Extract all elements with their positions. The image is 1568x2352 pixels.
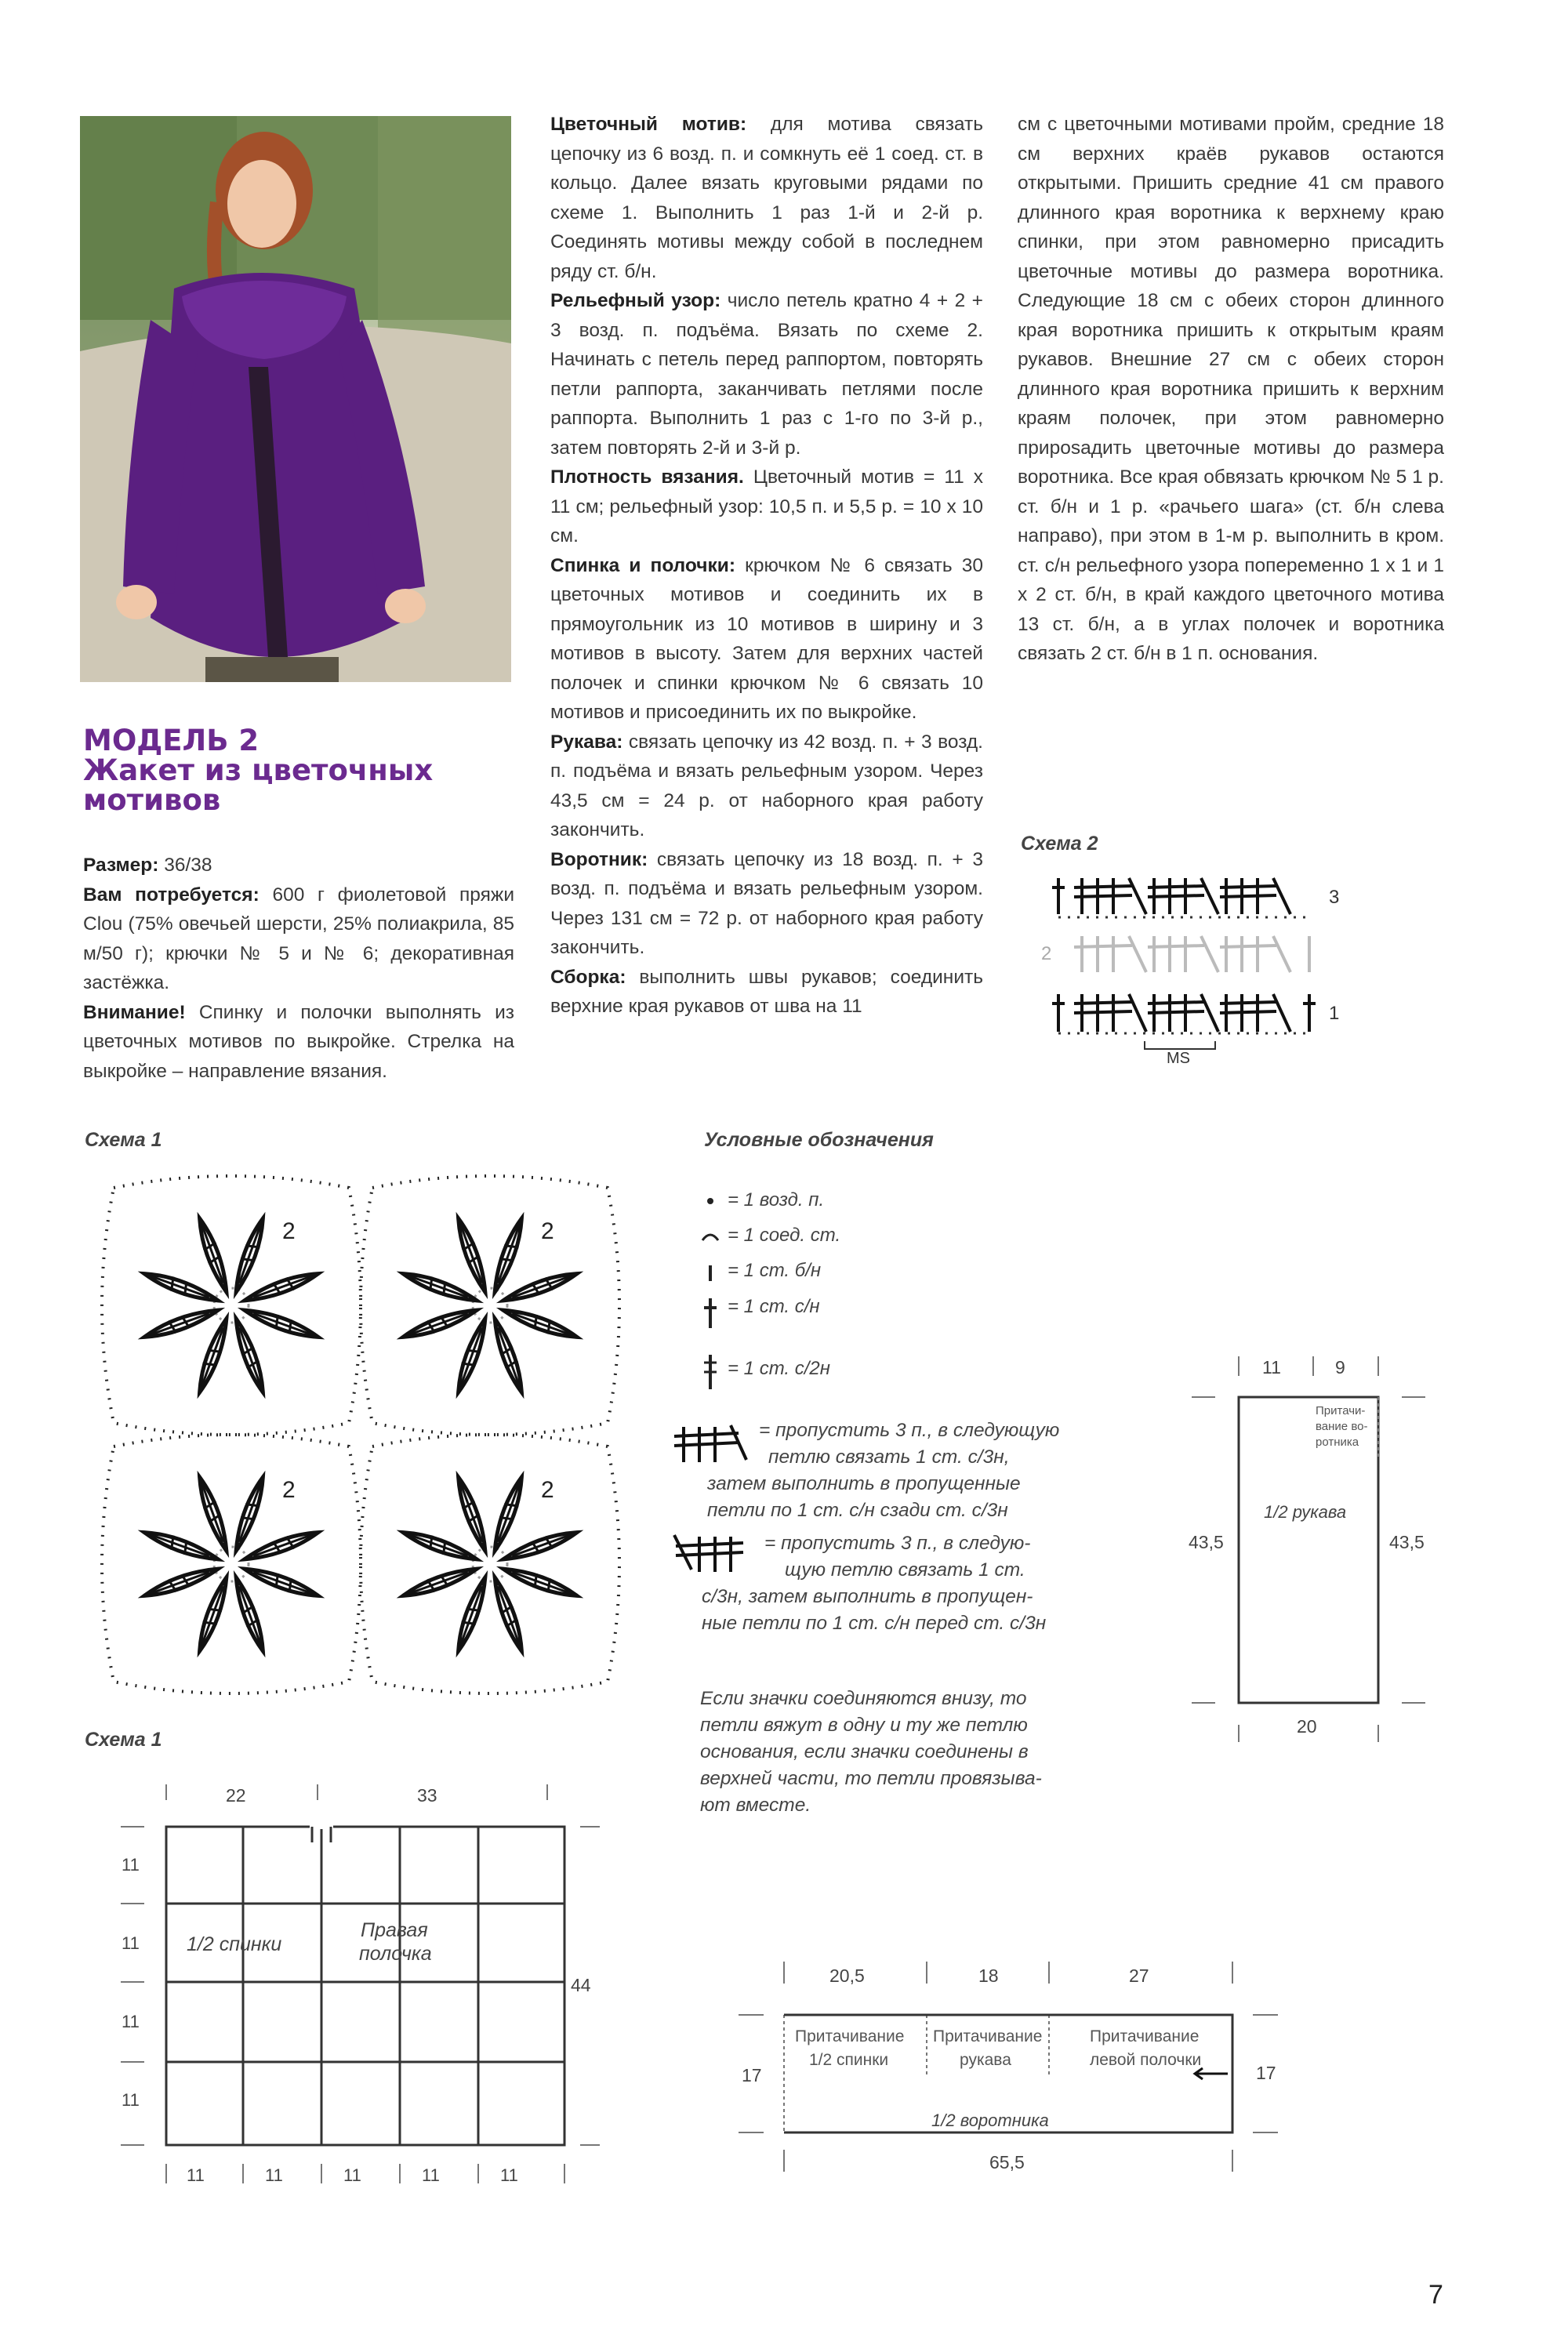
collar-dim-top-1: 20,5	[829, 1965, 865, 1986]
legend-cross-1-line-3: затем выполнить в пропущенные	[707, 1473, 1021, 1494]
legend-cross-2-line-2: щую петлю связать 1 ст.	[785, 1559, 1025, 1581]
layout-row-dim-3: 11	[122, 2012, 140, 2031]
sleeve-gather-1: Притачи-	[1316, 1404, 1366, 1417]
back-label: Спинка и полочки:	[550, 554, 735, 576]
legend-item-chain: = 1 возд. п.	[728, 1189, 825, 1210]
materials-value: 600 г фиолетовой пряжи Clou (75% овечьей шерсти, 25% полиакрила, 85 м/50 г); крючки № 5 и № 6; декоративная застёжка.	[83, 884, 514, 993]
collar-seg3-line1: Притачивание	[1090, 2027, 1200, 2045]
collar-seg1-line2: 1/2 спинки	[809, 2051, 889, 2069]
layout-bottom-dim-3: 11	[343, 2165, 361, 2185]
model-photo-illustration	[80, 116, 511, 682]
layout-bottom-dim-2: 11	[265, 2165, 283, 2185]
model-heading: МОДЕЛЬ 2	[83, 724, 260, 757]
legend-note-line-1: Если значки соединяются внизу, то	[700, 1688, 1027, 1709]
sleeve-dim-top-1: 11	[1262, 1357, 1281, 1377]
layout-row-dim-2: 11	[122, 1933, 140, 1953]
legend-symbols	[699, 1184, 731, 1388]
legend-note-line-5: ют вместе.	[700, 1795, 811, 1816]
legend-cross-1-line-4: петли по 1 ст. с/н сзади ст. с/3н	[707, 1500, 1008, 1521]
collar-dim-top-3: 27	[1129, 1965, 1149, 1986]
sleeves-label: Рукава:	[550, 731, 623, 753]
schema-2-row-num-2: 2	[1041, 943, 1052, 964]
legend-title: Условные обозначения	[704, 1129, 934, 1151]
schema-2-label: Схема 2	[1021, 833, 1098, 855]
collar-seg2-line1: Притачивание	[933, 2027, 1043, 2045]
motif-row-mark-4: 2	[541, 1477, 554, 1503]
motif-flower-3	[102, 1435, 361, 1693]
motif-row-mark-2: 2	[541, 1218, 554, 1244]
legend-item-sc: = 1 ст. б/н	[728, 1260, 822, 1281]
schema-1-motif-label: Схема 1	[85, 1129, 162, 1151]
legend-item-dc: = 1 ст. с/н	[728, 1296, 820, 1317]
cross-stitch-front-icon	[668, 1529, 754, 1576]
layout-height: 44	[571, 1975, 591, 1995]
assembly-label: Сборка:	[550, 966, 626, 988]
layout-dim-top-2: 33	[417, 1785, 437, 1806]
legend-item-slip: = 1 соед. ст.	[728, 1225, 841, 1246]
collar-value: связать цепочку из 18 возд. п. + 3 возд. п. подъёма и вязать рельефным узором. Через 131 см = 72 р. от наборного края работу закончить.	[550, 848, 983, 958]
layout-front-label-1: Правая	[361, 1919, 428, 1941]
collar-label: 1/2 воротника	[931, 2111, 1049, 2130]
legend-cross-2-line-4: ные петли по 1 ст. с/н перед ст. с/3н	[702, 1613, 1047, 1634]
legend-item-tr: = 1 ст. с/2н	[728, 1358, 830, 1379]
sleeve-dim-right: 43,5	[1389, 1532, 1425, 1552]
legend-cross-1-line-2: петлю связать 1 ст. с/3н,	[768, 1446, 1010, 1468]
size-label: Размер:	[83, 855, 159, 876]
schema-2-repeat-label: MS	[1167, 1050, 1190, 1067]
schema-2-diagram	[1041, 862, 1348, 1067]
schema-2-row-3	[1052, 878, 1290, 914]
motif-flower-4	[361, 1435, 619, 1693]
collar-dim-right: 17	[1256, 2063, 1276, 2083]
column-2	[550, 110, 983, 1022]
collar-arrow-icon	[1195, 2068, 1228, 2079]
schema-1-motif-diagram	[102, 1176, 619, 1693]
legend-cross-2-line-3: с/3н, затем выполнить в пропущен-	[702, 1586, 1033, 1607]
collar-pattern	[729, 1952, 1309, 2187]
schema-2-repeat-bracket	[1145, 1041, 1215, 1049]
collar-dim-bottom: 65,5	[989, 2152, 1025, 2172]
back-value: крючком № 6 связать 30 цветочных мотивов и соединить их в прямоугольник из 10 мотивов в ширину и 3 мотивов в высоту. Затем для верхних частей полочек и спинки крючком № 6 связать 10 мотивов и присоединить их по выкройке.	[550, 554, 983, 723]
materials-label: Вам потребуется:	[83, 884, 260, 906]
schema-1-layout-label: Схема 1	[85, 1729, 162, 1751]
legend-note-line-2: петли вяжут в одну и ту же петлю	[700, 1715, 1028, 1736]
legend-cross-1	[707, 1417, 1167, 1524]
model-title	[83, 726, 433, 815]
motif-flower-2	[361, 1176, 619, 1435]
column-3-text: см с цветочными мотивами пройм, средние 18 см верхних краёв рукавов остаются открытыми. Пришить средние 41 см правого длинного края воротника к верхнему краю спинки, при этом равномерно присадить цветочные мотивы до размера воротника. Следующие 18 см с обеих сторон длинного края воротника пришить к открытым краям рукавов. Внешние 27 см с обеих сторон длинного края воротника пришить к верхним краям полочек, при этом равномерно приposадить цветочные мотивы до размера воротника. Все края обвязать крючком № 5 1 р. ст. б/н и 1 р. «рачьего шага» (ст. б/н слева направо), при этом в 1-м р. выполнить в кром. ст. с/н рельефного узора попеременно 1 x 1 и 1 x 2 ст. б/н, в край каждого цветочного мотива 13 ст. б/н, а в углах полочек и воротника связать 2 ст. б/н в 1 п. основания.	[1018, 114, 1444, 664]
motif-label: Цветочный мотив:	[550, 114, 747, 135]
layout-bottom-dim-1: 11	[187, 2165, 205, 2185]
sleeve-gather-2: вание во-	[1316, 1420, 1368, 1433]
schema-2-row-2	[1074, 936, 1309, 972]
note-value: Спинку и полочки выполнять из цветочных мотивов по выкройке. Стрелка на выкройке – направление вязания.	[83, 1001, 514, 1082]
model-subtitle-1: Жакет из цветочных	[83, 753, 434, 787]
layout-bottom-dim-4: 11	[422, 2165, 440, 2185]
legend-note-line-3: основания, если значки соединены в	[700, 1741, 1029, 1762]
schema-2-row-num-1: 1	[1329, 1003, 1340, 1024]
collar-dim-top-2: 18	[978, 1965, 999, 1986]
legend-cross-2-line-1: = пропустить 3 п., в следую-	[764, 1533, 1031, 1554]
chain-stitch-icon	[707, 1198, 713, 1204]
layout-front-label-2: полочка	[359, 1943, 432, 1965]
slip-stitch-icon	[702, 1235, 718, 1240]
layout-dim-top-1: 22	[226, 1785, 246, 1806]
motif-row-mark-1: 2	[282, 1218, 296, 1244]
motif-flower-1	[102, 1176, 361, 1435]
legend-note-line-4: верхней части, то петли провязыва-	[700, 1768, 1042, 1789]
layout-back-label: 1/2 спинки	[187, 1933, 282, 1955]
density-label: Плотность вязания.	[550, 466, 744, 488]
legend-cross-2	[702, 1530, 1172, 1637]
cross-stitch-back-icon	[668, 1419, 754, 1466]
motif-value: для мотива связать цепочку из 6 возд. п. и сомкнуть её 1 соед. ст. в кольцо. Далее вязать круговыми рядами по схеме 1. Выполнить 1 раз 1-й и 2-й р. Соединять мотивы между собой в последнем ряду ст. б/н.	[550, 114, 984, 282]
legend-cross-1-line-1: = пропустить 3 п., в следующую	[759, 1420, 1060, 1441]
motif-row-mark-3: 2	[282, 1477, 296, 1503]
model-subtitle-2: мотивов	[83, 783, 221, 817]
collar-seg1-line1: Притачивание	[795, 2027, 905, 2045]
collar-seg2-line2: рукава	[960, 2051, 1011, 2069]
sleeve-dim-top-2: 9	[1335, 1357, 1345, 1377]
schema-2-row-num-3: 3	[1329, 887, 1340, 908]
column-3	[1018, 110, 1444, 669]
sleeve-gather-3: ротника	[1316, 1436, 1359, 1449]
collar-dim-left: 17	[742, 2065, 762, 2085]
density-value: Цветочный мотив = 11 x 11 см; рельефный узор: 10,5 п. и 5,5 р. = 10 x 10 см.	[550, 466, 983, 546]
sleeves-value: связать цепочку из 42 возд. п. + 3 возд. п. подъёма и вязать рельефным узором. Через 43,5 см = 24 р. от наборного края работу закончить.	[550, 731, 983, 840]
assembly-value: выполнить швы рукавов; соединить верхние края рукавов от шва на 11	[550, 966, 983, 1017]
schema-1-layout-diagram	[110, 1772, 612, 2195]
relief-value: число петель кратно 4 + 2 + 3 возд. п. подъёма. Вязать по схеме 2. Начинать с петель перед раппортом, повторять петли раппорта, заканчивать петлями после раппорта. Выполнить 1 раз с 1-го по 3-й р., затем повторять 2-й и 3-й р.	[550, 290, 983, 459]
layout-row-dim-1: 11	[122, 1855, 140, 1875]
relief-label: Рельефный узор:	[550, 290, 721, 311]
sleeve-label: 1/2 рукава	[1264, 1502, 1347, 1522]
collar-seg3-line2: левой полочки	[1090, 2051, 1202, 2069]
sleeve-pattern	[1176, 1341, 1458, 1748]
column-1	[83, 851, 514, 1086]
note-label: Внимание!	[83, 1001, 186, 1023]
sleeve-dim-left: 43,5	[1189, 1532, 1224, 1552]
layout-bottom-dim-5: 11	[500, 2165, 518, 2185]
sleeve-dim-bottom: 20	[1297, 1716, 1317, 1737]
collar-label: Воротник:	[550, 848, 648, 870]
layout-row-dim-4: 11	[122, 2090, 140, 2110]
size-value: 36/38	[158, 855, 212, 876]
legend-note	[700, 1686, 1108, 1819]
model-photo	[80, 116, 511, 682]
page-number: 7	[1428, 2280, 1443, 2310]
schema-2-row-1	[1052, 994, 1316, 1032]
